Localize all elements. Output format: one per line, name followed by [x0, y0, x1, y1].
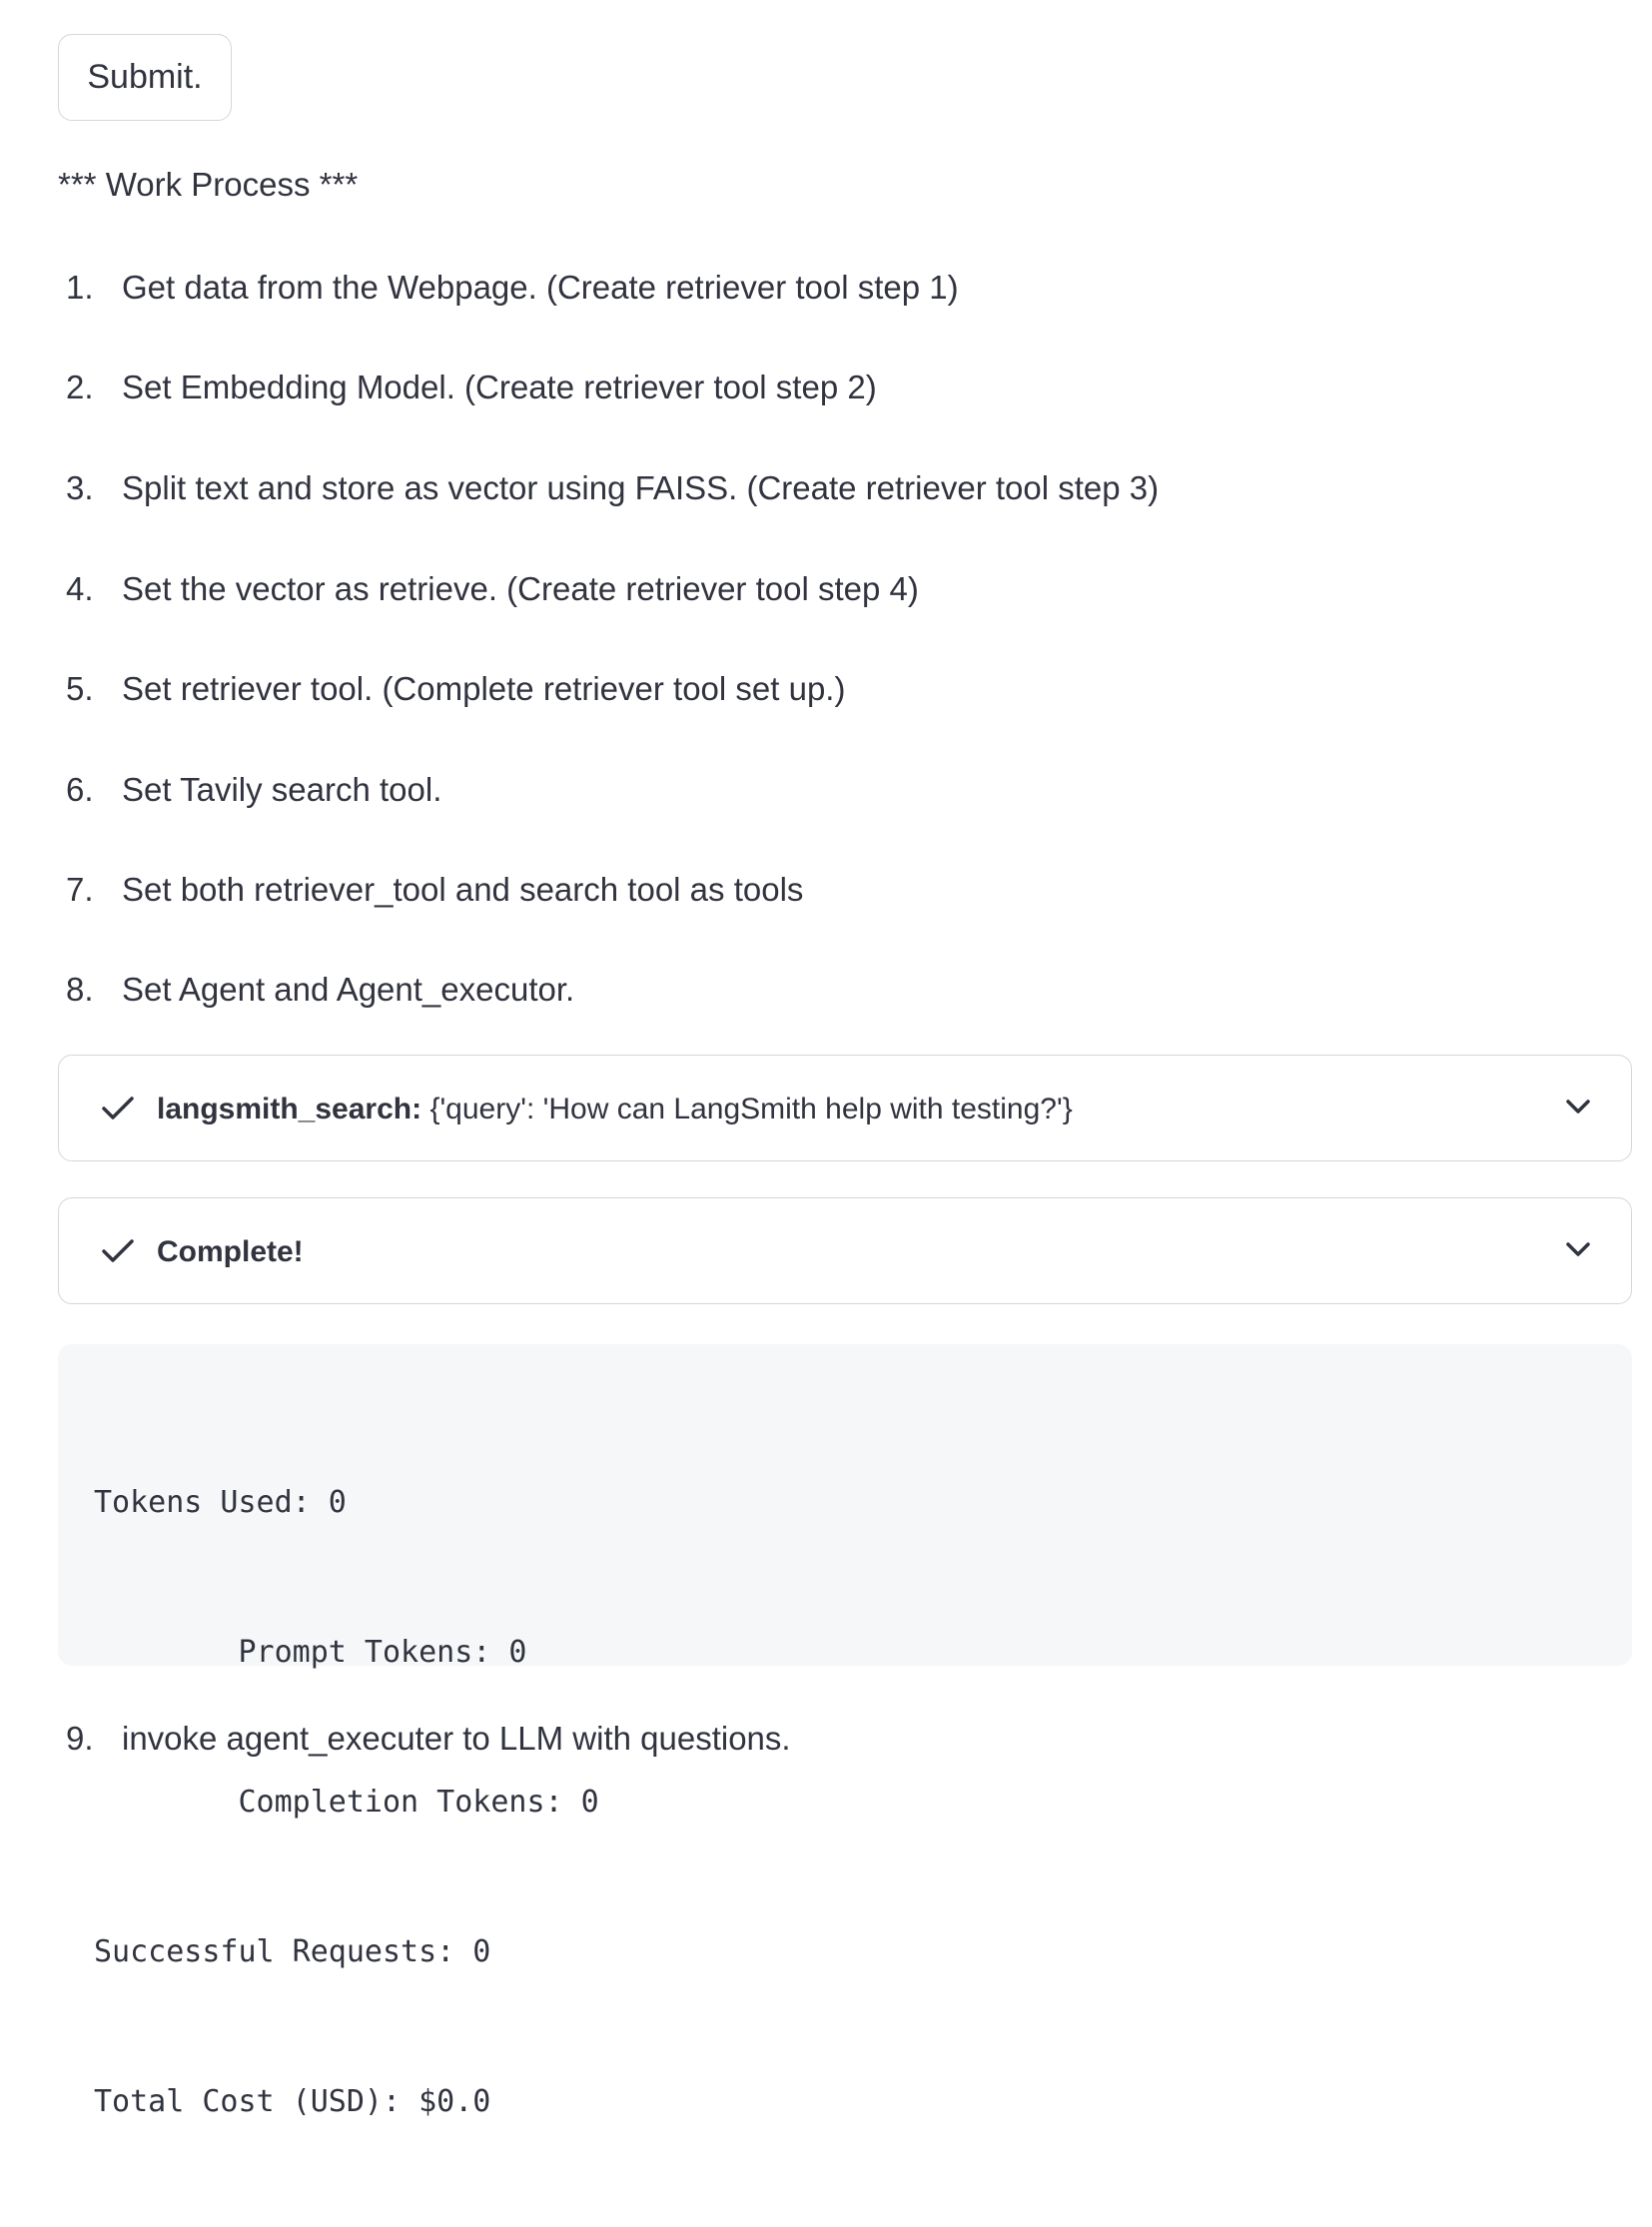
submit-button[interactable]: Submit. — [58, 34, 232, 121]
work-process-heading: *** Work Process *** — [58, 166, 359, 203]
code-line: Completion Tokens: 0 — [94, 1785, 599, 1820]
step-number: 7. — [66, 871, 94, 908]
step-text: invoke agent_executer to LLM with questions. — [122, 1720, 791, 1757]
status-label: Complete! — [157, 1235, 304, 1268]
step-text: Set Tavily search tool. — [122, 771, 442, 808]
langsmith-search-expander[interactable] — [58, 1055, 1632, 1161]
step-number: 6. — [66, 771, 94, 808]
code-line: Successful Requests: 0 — [94, 1934, 491, 1969]
step-text: Set both retriever_tool and search tool as tools — [122, 871, 804, 908]
code-line: Total Cost (USD): $0.0 — [94, 2084, 491, 2119]
step-number: 3. — [66, 469, 94, 506]
step-text: Set Agent and Agent_executor. — [122, 971, 575, 1008]
complete-expander[interactable] — [58, 1197, 1632, 1304]
expander-label — [157, 1056, 1073, 1162]
code-line: Tokens Used: 0 — [94, 1485, 347, 1520]
step-number: 2. — [66, 369, 94, 405]
check-icon — [101, 1236, 135, 1266]
tool-query: {'query': 'How can LangSmith help with testing?'} — [429, 1093, 1073, 1125]
step-text: Set Embedding Model. (Create retriever tool step 2) — [122, 369, 877, 405]
chevron-down-icon[interactable] — [1563, 1096, 1593, 1117]
tool-name: langsmith_search: — [157, 1093, 422, 1125]
check-icon — [101, 1094, 135, 1123]
step-number: 8. — [66, 971, 94, 1008]
step-text: Get data from the Webpage. (Create retriever tool step 1) — [122, 269, 959, 306]
step-text: Set the vector as retrieve. (Create retriever tool step 4) — [122, 570, 919, 607]
code-line: Prompt Tokens: 0 — [94, 1635, 527, 1670]
expander-label — [157, 1198, 304, 1305]
step-number: 4. — [66, 570, 94, 607]
chevron-down-icon[interactable] — [1563, 1238, 1593, 1260]
step-number: 9. — [66, 1720, 94, 1757]
step-text: Split text and store as vector using FAISS. (Create retriever tool step 3) — [122, 469, 1160, 506]
step-number: 5. — [66, 670, 94, 707]
step-text: Set retriever tool. (Complete retriever tool set up.) — [122, 670, 846, 707]
step-number: 1. — [66, 269, 94, 306]
